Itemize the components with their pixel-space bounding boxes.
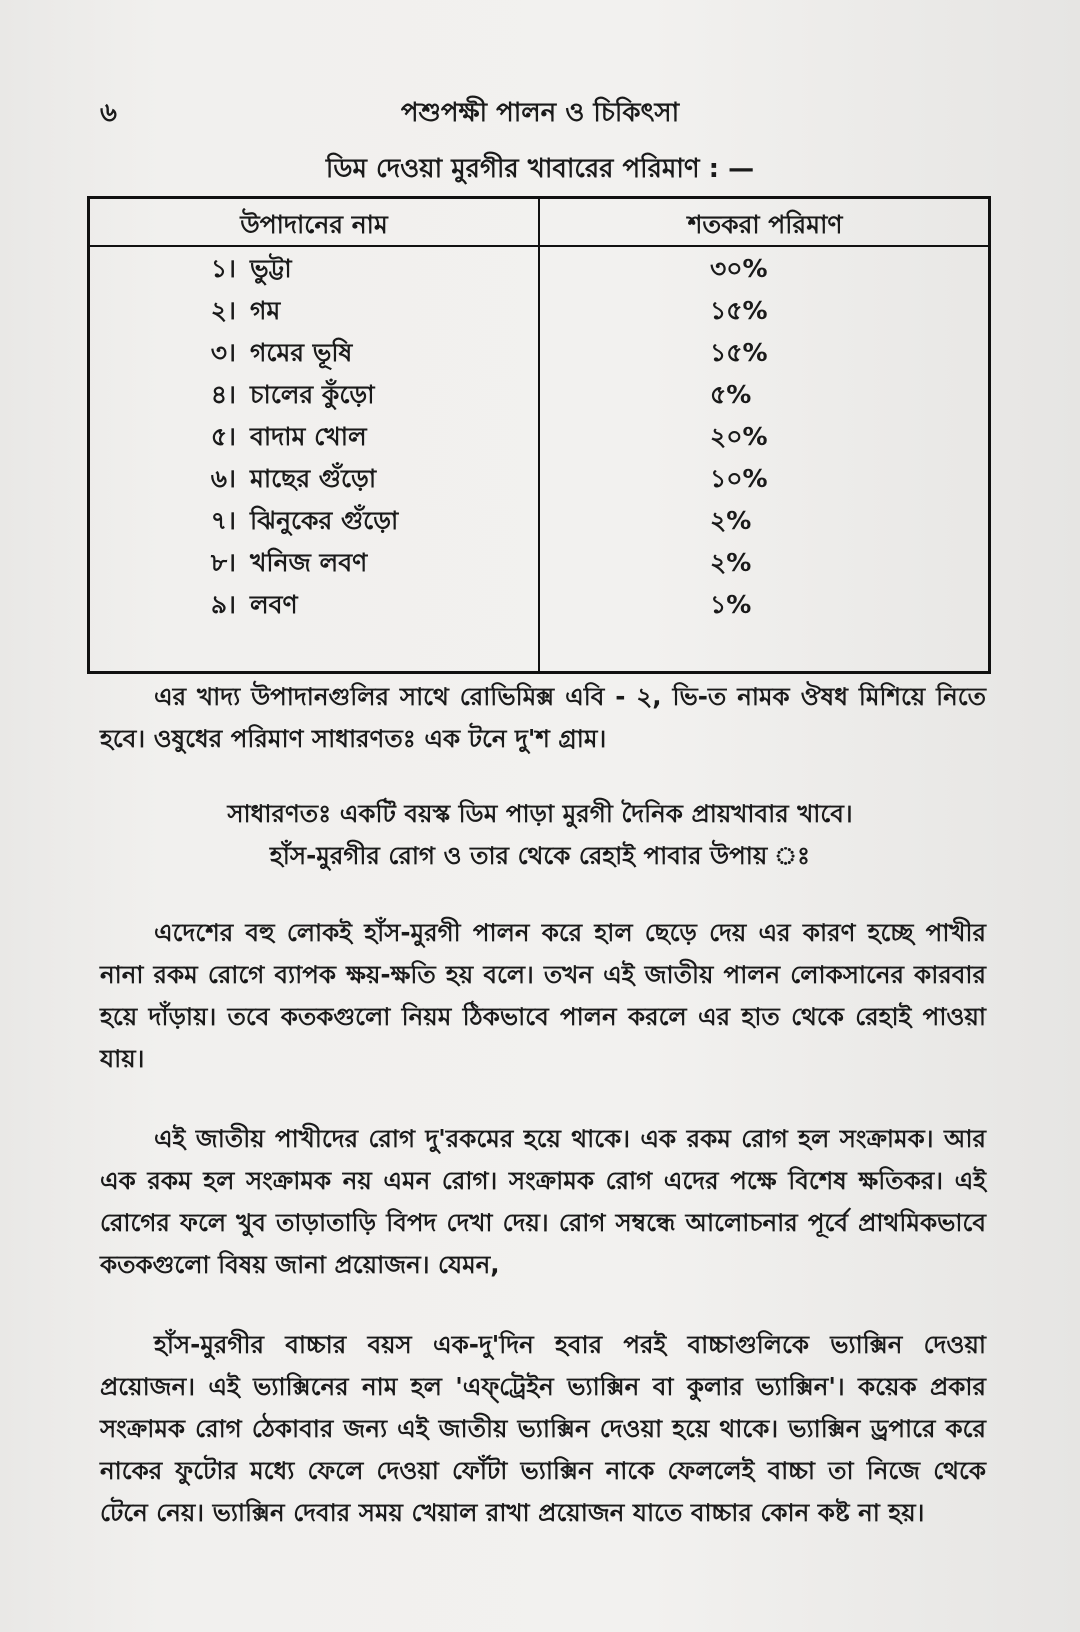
table-row bbox=[90, 249, 990, 291]
ingredient-name: ঝিনুকের গুঁড়ো bbox=[250, 506, 399, 535]
header-percent: শতকরা পরিমাণ bbox=[687, 210, 843, 239]
row-number: ৪। bbox=[210, 380, 236, 409]
table-row bbox=[90, 375, 990, 417]
row-number: ২। bbox=[210, 296, 236, 325]
ingredient-percent: ১৫% bbox=[710, 338, 768, 367]
table-row bbox=[90, 585, 990, 627]
feed-composition-table bbox=[87, 196, 991, 674]
ingredient-percent: ১০% bbox=[710, 464, 768, 493]
row-number: ১। bbox=[210, 254, 236, 283]
paragraph-vaccine: হাঁস-মুরগীর বাচ্চার বয়স এক-দু'দিন হবার পরই বাচ্চাগুলিকে ভ্যাক্সিন দেওয়া প্রয়োজন। এই ভ্যাক্সিনের নাম হল 'এফ্‌ট্রেইন ভ্যাক্সিন বা কুলার ভ্যাক্সিন'। কয়েক প্রকার সংক্রামক রোগ ঠেকাবার জন্য এই জাতীয় ভ্যাক্সিন দেওয়া হয়ে থাকে। ভ্যাক্সিন ড্রপারে করে নাকের ফুটোর মধ্যে ফেলে দেওয়া ফোঁটা ভ্যাক্সিন নাকে ফেললেই বাচ্চা তা নিজে থেকে টেনে নেয়। ভ্যাক্সিন দেবার সময় খেয়াল রাখা প্রয়োজন যাতে বাচ্চার কোন কষ্ট না হয়। bbox=[100, 1330, 986, 1527]
ingredient-name: গমের ভূষি bbox=[250, 338, 353, 367]
ingredient-percent: ৩০% bbox=[710, 254, 768, 283]
table-row bbox=[90, 459, 990, 501]
ingredient-name: লবণ bbox=[250, 590, 298, 619]
ingredient-percent: ২% bbox=[710, 548, 752, 577]
table-row bbox=[90, 543, 990, 585]
row-number: ৩। bbox=[210, 338, 236, 367]
ingredient-name: খনিজ লবণ bbox=[250, 548, 368, 577]
row-number: ৭। bbox=[210, 506, 236, 535]
ingredient-name: চালের কুঁড়ো bbox=[250, 380, 375, 409]
ingredient-percent: ১৫% bbox=[710, 296, 768, 325]
row-number: ৮। bbox=[210, 548, 236, 577]
daily-feed-note: সাধারণতঃ একটি বয়স্ক ডিম পাড়া মুরগী দৈনিক প্রায়খাবার খাবে। bbox=[227, 799, 853, 828]
ingredient-name: মাছের গুঁড়ো bbox=[250, 464, 377, 493]
table-title: ডিম দেওয়া মুরগীর খাবারের পরিমাণ : — bbox=[325, 154, 755, 184]
paragraph-disease-types: এই জাতীয় পাখীদের রোগ দু'রকমের হয়ে থাকে। এক রকম রোগ হল সংক্রামক। আর এক রকম হল সংক্রামক নয় এমন রোগ। সংক্রামক রোগ এদের পক্ষে বিশেষ ক্ষতিকর। এই রোগের ফলে খুব তাড়াতাড়ি বিপদ দেখা দেয়। রোগ সম্বন্ধে আলোচনার পূর্বে প্রাথমিকভাবে কতকগুলো বিষয় জানা প্রয়োজন। যেমন, bbox=[100, 1124, 986, 1279]
ingredient-percent: ১% bbox=[710, 590, 752, 619]
table-row bbox=[90, 291, 990, 333]
page-header bbox=[100, 92, 980, 132]
ingredient-name: গম bbox=[250, 296, 281, 325]
paragraph-medicine: এর খাদ্য উপাদানগুলির সাথে রোভিমিক্স এবি - ২, ভি-ত নামক ঔষধ মিশিয়ে নিতে হবে। ওষুধের পরিমাণ সাধারণতঃ এক টনে দু'শ গ্রাম। bbox=[100, 682, 986, 753]
table-row bbox=[90, 333, 990, 375]
page-number: ৬ bbox=[100, 98, 117, 128]
ingredient-percent: ২% bbox=[710, 506, 752, 535]
ingredient-name: ভুট্টা bbox=[250, 254, 292, 283]
ingredient-percent: ৫% bbox=[710, 380, 752, 409]
row-number: ৯। bbox=[210, 590, 236, 619]
row-number: ৬। bbox=[210, 464, 236, 493]
table-row bbox=[90, 417, 990, 459]
paragraph-losses: এদেশের বহু লোকই হাঁস-মুরগী পালন করে হাল ছেড়ে দেয় এর কারণ হচ্ছে পাখীর নানা রকম রোগে ব্যাপক ক্ষয়-ক্ষতি হয় বলে। তখন এই জাতীয় পালন লোকসানের কারবার হয়ে দাঁড়ায়। তবে কতকগুলো নিয়ম ঠিকভাবে পালন করলে এর হাত থেকে রেহাই পাওয়া যায়। bbox=[100, 918, 986, 1073]
ingredient-name: বাদাম খোল bbox=[250, 422, 367, 451]
running-title: পশুপক্ষী পালন ও চিকিৎসা bbox=[400, 98, 680, 128]
table-row bbox=[90, 501, 990, 543]
section-heading-diseases: হাঁস-মুরগীর রোগ ও তার থেকে রেহাই পাবার উপায় ঃ bbox=[269, 841, 811, 870]
header-ingredient: উপাদানের নাম bbox=[240, 210, 388, 239]
row-number: ৫। bbox=[210, 422, 236, 451]
ingredient-percent: ২০% bbox=[710, 422, 768, 451]
